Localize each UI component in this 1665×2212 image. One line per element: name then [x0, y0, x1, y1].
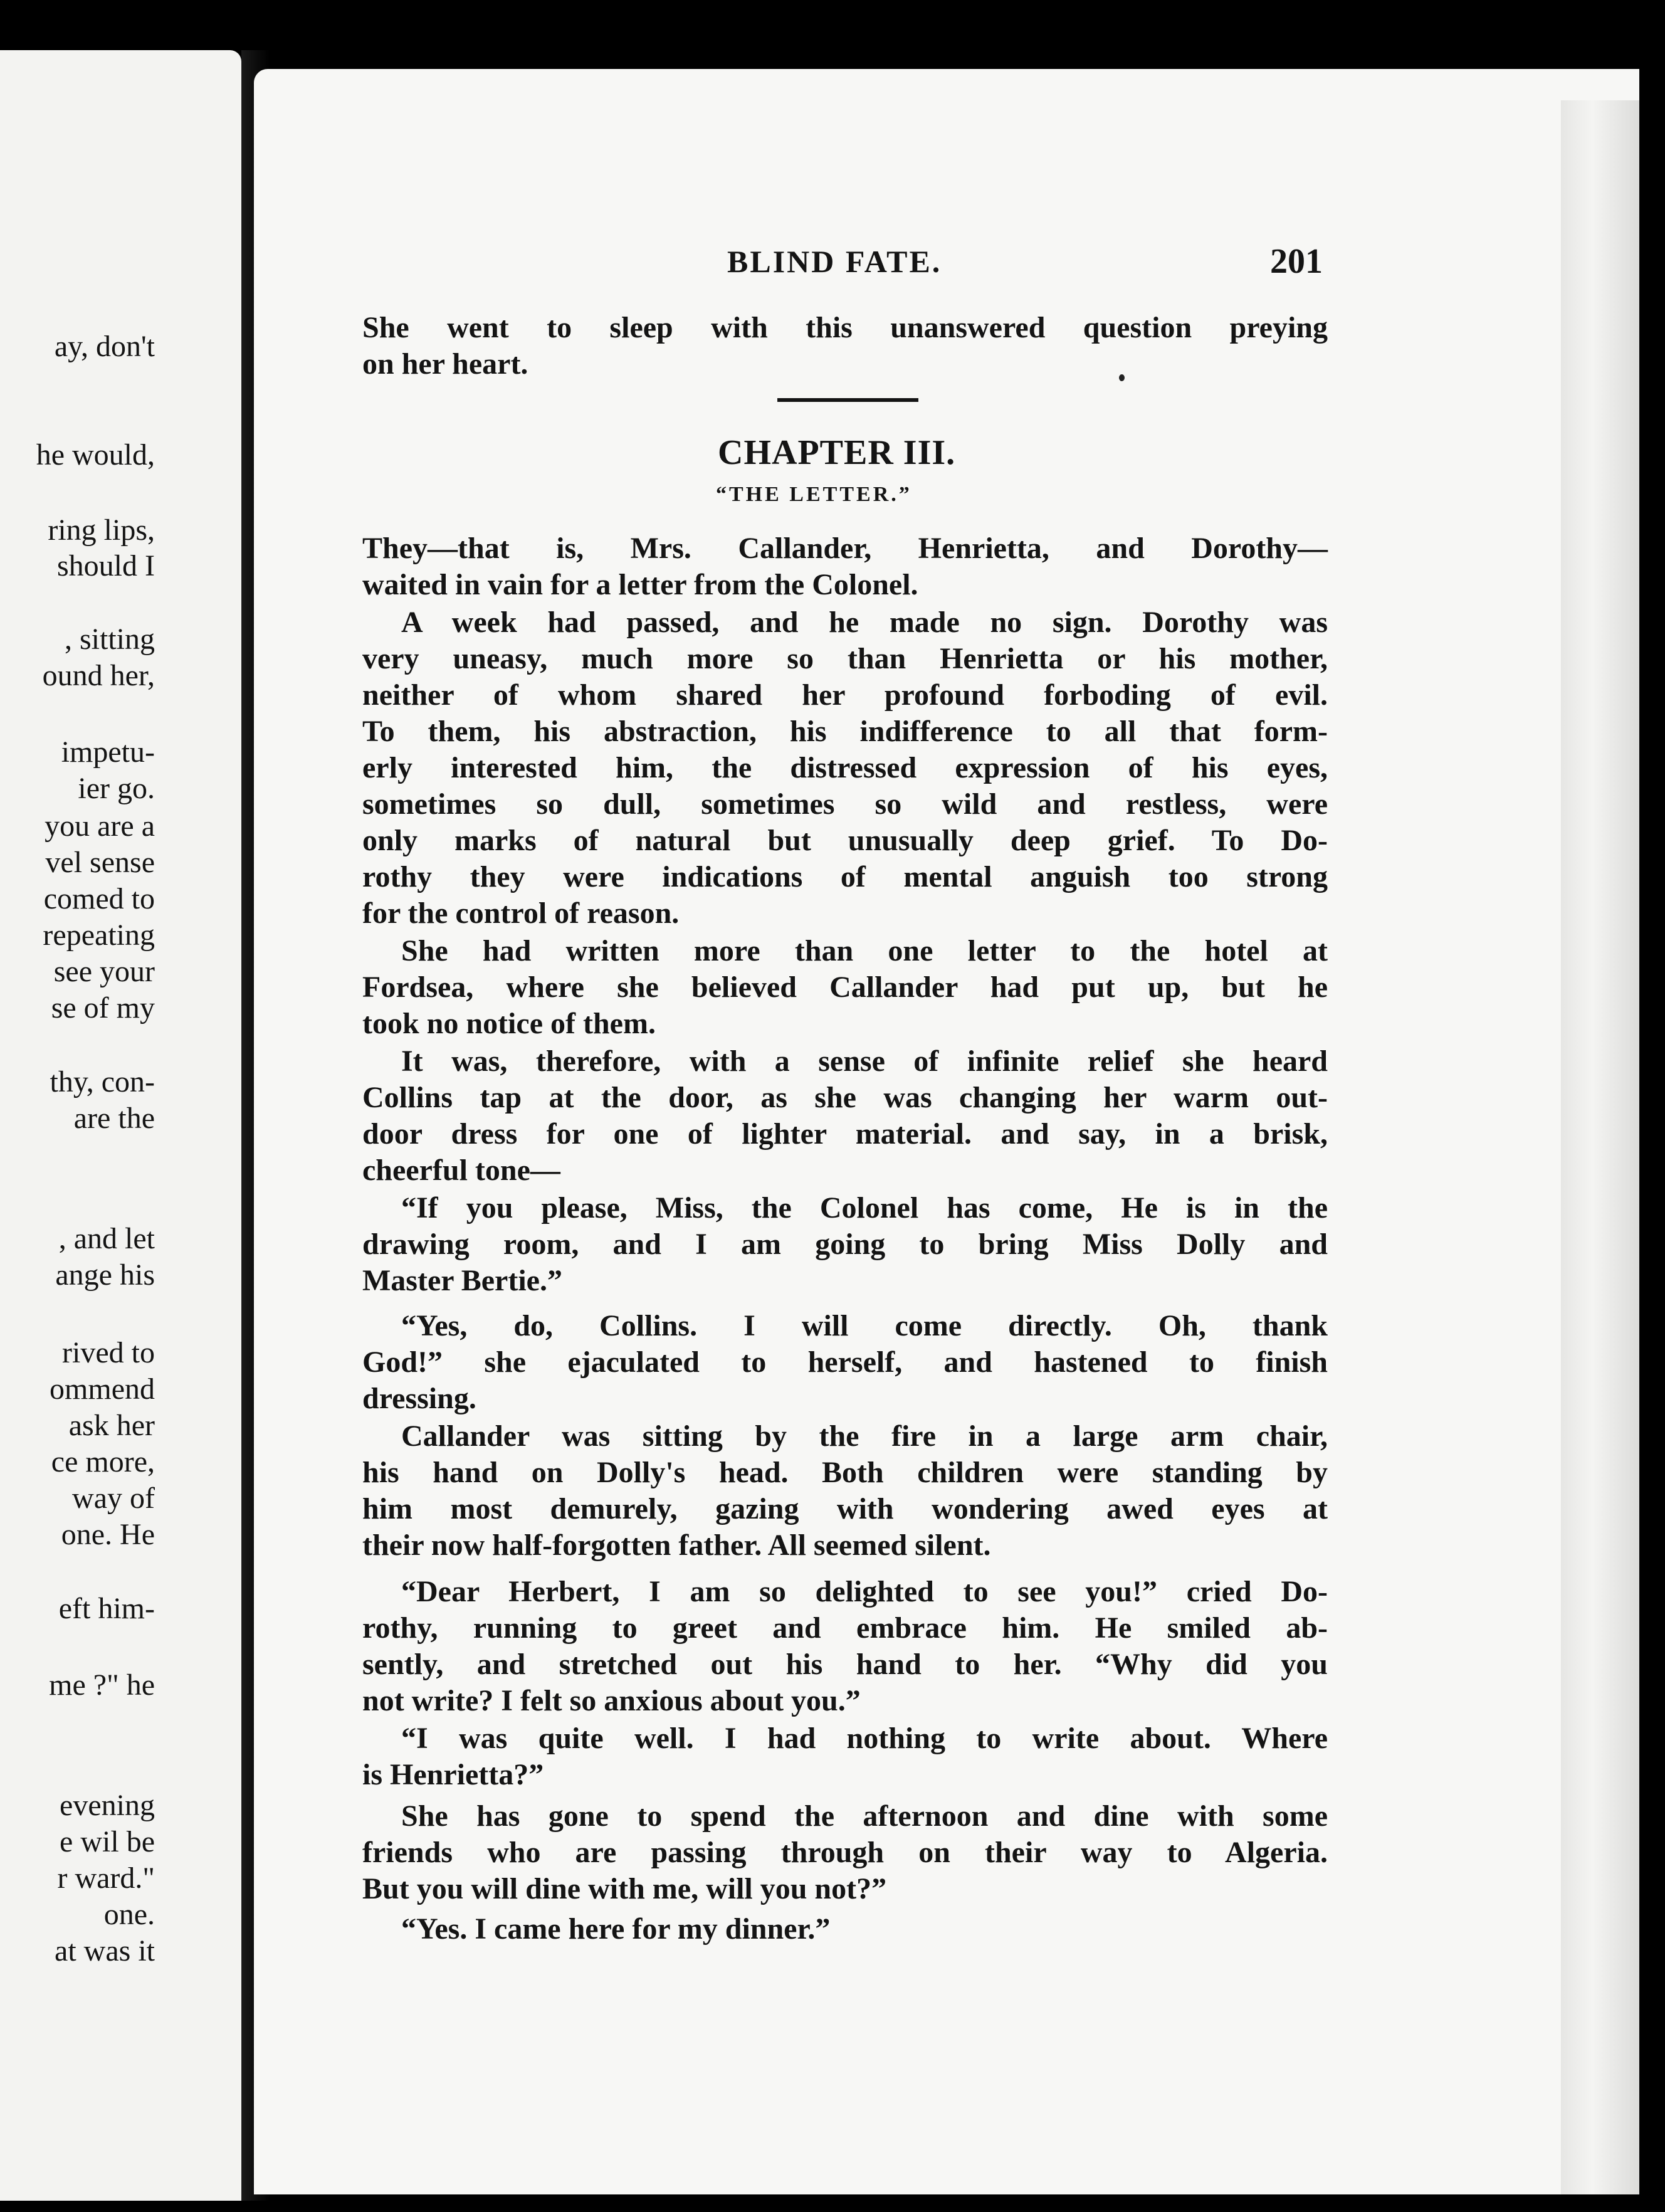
- text-line: erly interested him, the distressed expression of his eyes,: [362, 751, 1328, 784]
- text-line: not write? I felt so anxious about you.”: [362, 1684, 861, 1717]
- text-line: It was, therefore, with a sense of infinite relief she heard: [401, 1045, 1328, 1078]
- left-page-line: impetu-: [61, 735, 155, 769]
- left-page-line: one. He: [61, 1518, 155, 1551]
- text-line: is Henrietta?”: [362, 1758, 544, 1791]
- left-page-line: are the: [73, 1102, 155, 1135]
- left-page-line: e wil be: [60, 1825, 155, 1858]
- text-line: waited in vain for a letter from the Colonel.: [362, 568, 918, 601]
- chapter-title: CHAPTER III.: [718, 433, 956, 472]
- left-page-line: ay, don't: [54, 330, 155, 363]
- text-line: door dress for one of lighter material. and say, in a brisk,: [362, 1117, 1328, 1151]
- text-line: neither of whom shared her profound forboding of evil.: [362, 678, 1328, 712]
- left-page-line: see your: [53, 955, 155, 988]
- text-line: on her heart.: [362, 347, 528, 381]
- left-page-line: way of: [72, 1482, 155, 1515]
- text-line: Collins tap at the door, as she was changing her warm out-: [362, 1081, 1328, 1114]
- left-page-line: repeating: [43, 919, 155, 952]
- print-speck: [1119, 374, 1125, 381]
- left-page-line: one.: [103, 1898, 155, 1931]
- left-page-line: evening: [60, 1789, 155, 1822]
- left-page-line: , and let: [58, 1222, 155, 1255]
- left-page: [0, 50, 241, 2201]
- text-line: for the control of reason.: [362, 897, 680, 930]
- left-page-line: ring lips,: [48, 514, 155, 547]
- text-line: Master Bertie.”: [362, 1264, 562, 1297]
- text-line: “If you please, Miss, the Colonel has come, He is in the: [401, 1191, 1328, 1224]
- left-page-line: at was it: [55, 1934, 155, 1967]
- left-page-line: , sitting: [64, 623, 155, 656]
- left-page-line: he would,: [36, 438, 155, 471]
- text-line: friends who are passing through on their way to Algeria.: [362, 1836, 1328, 1869]
- text-line: dressing.: [362, 1382, 476, 1415]
- text-line: She has gone to spend the afternoon and dine with some: [401, 1799, 1328, 1833]
- left-page-line: me ?" he: [49, 1668, 155, 1702]
- left-page-line: ce more,: [51, 1445, 155, 1478]
- left-page-line: ier go.: [78, 772, 155, 805]
- text-line: Fordsea, where she believed Callander had put up, but he: [362, 971, 1328, 1004]
- left-page-line: ound her,: [42, 659, 155, 692]
- page-fore-edge: [1561, 100, 1639, 2194]
- text-line: sently, and stretched out his hand to her. “Why did you: [362, 1648, 1328, 1681]
- text-line: “Dear Herbert, I am so delighted to see you!” cried Do-: [401, 1575, 1328, 1608]
- text-line: very uneasy, much more so than Henrietta or his mother,: [362, 642, 1328, 675]
- text-line: She had written more than one letter to the hotel at: [401, 934, 1328, 967]
- running-header-title: BLIND FATE.: [727, 244, 942, 279]
- text-line: only marks of natural but unusually deep grief. To Do-: [362, 824, 1328, 857]
- text-line: his hand on Dolly's head. Both children were standing by: [362, 1456, 1328, 1489]
- text-line: took no notice of them.: [362, 1007, 656, 1040]
- section-divider: [777, 398, 918, 402]
- left-page-line: ange his: [55, 1258, 155, 1292]
- text-line: “I was quite well. I had nothing to write about. Where: [401, 1722, 1328, 1755]
- left-page-line: thy, con-: [50, 1065, 155, 1098]
- left-page-line: r ward.": [57, 1862, 155, 1895]
- text-line: Callander was sitting by the fire in a large arm chair,: [401, 1419, 1328, 1453]
- chapter-subtitle: “THE LETTER.”: [716, 483, 912, 506]
- left-page-line: se of my: [51, 991, 155, 1024]
- text-line: rothy they were indications of mental anguish too strong: [362, 860, 1328, 893]
- text-line: “Yes, do, Collins. I will come directly. Oh, thank: [401, 1309, 1328, 1342]
- left-page-line: rived to: [62, 1336, 155, 1369]
- left-page-line: ommend: [50, 1372, 155, 1406]
- text-line: They—that is, Mrs. Callander, Henrietta, and Dorothy—: [362, 532, 1328, 565]
- text-line: To them, his abstraction, his indifference to all that form-: [362, 715, 1328, 748]
- page-number: 201: [1270, 242, 1323, 281]
- left-page-line: comed to: [43, 882, 155, 915]
- text-line: A week had passed, and he made no sign. Dorothy was: [401, 606, 1328, 639]
- text-line: him most demurely, gazing with wondering awed eyes at: [362, 1492, 1328, 1525]
- left-page-line: ask her: [68, 1409, 155, 1442]
- text-line: their now half-forgotten father. All seemed silent.: [362, 1529, 991, 1562]
- text-line: sometimes so dull, sometimes so wild and restless, were: [362, 787, 1328, 821]
- text-line: rothy, running to greet and embrace him. He smiled ab-: [362, 1611, 1328, 1645]
- text-line: “Yes. I came here for my dinner.”: [401, 1912, 831, 1946]
- left-page-line: you are a: [45, 809, 155, 843]
- text-line: cheerful tone—: [362, 1154, 560, 1187]
- text-line: She went to sleep with this unanswered question preying: [362, 311, 1328, 344]
- left-page-line: eft him-: [58, 1592, 155, 1625]
- left-page-line: vel sense: [45, 846, 155, 879]
- text-line: But you will dine with me, will you not?”: [362, 1872, 887, 1905]
- text-line: God!” she ejaculated to herself, and hastened to finish: [362, 1346, 1328, 1379]
- text-line: drawing room, and I am going to bring Miss Dolly and: [362, 1228, 1328, 1261]
- left-page-line: should I: [57, 549, 155, 582]
